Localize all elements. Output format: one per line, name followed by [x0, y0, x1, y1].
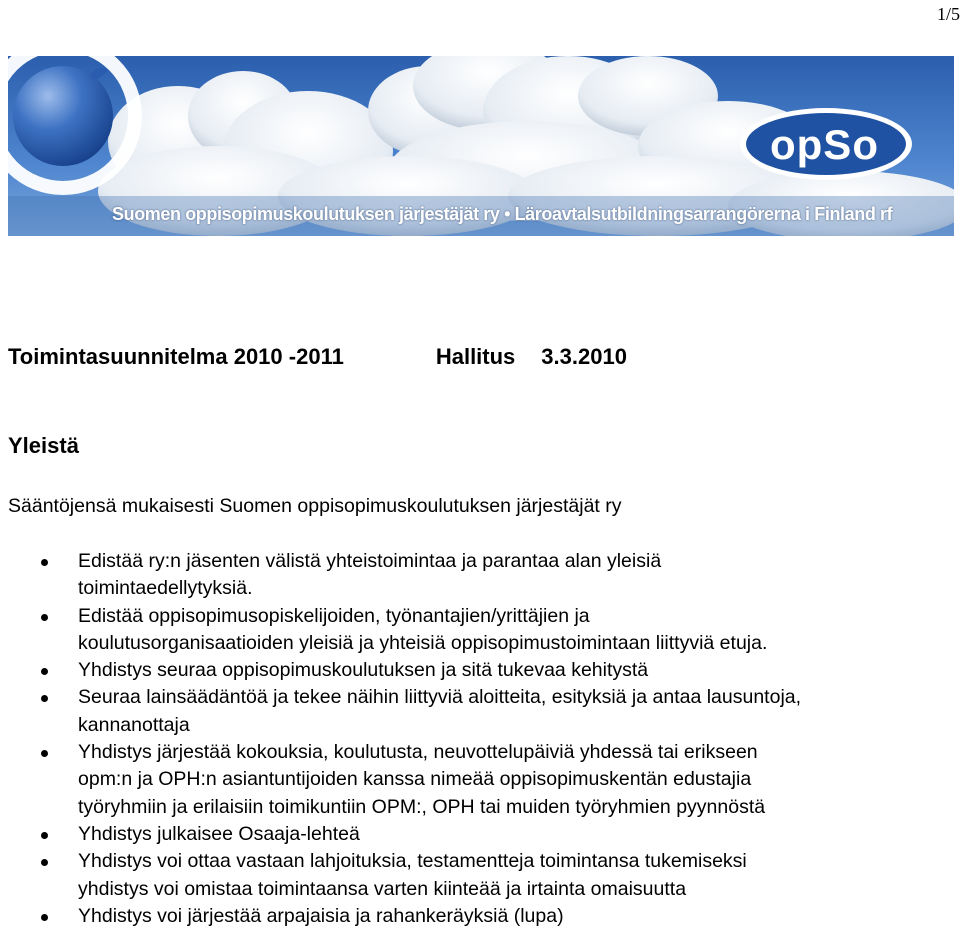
list-item	[0, 603, 960, 658]
board-label: Hallitus	[435, 344, 516, 369]
list-item-text: Yhdistys järjestää kokouksia, koulutusta, neuvottelupäiviä yhdessä tai erikseen	[78, 741, 758, 764]
list-item-text: toimintaedellytyksiä.	[78, 577, 253, 600]
list-item-text: koulutusorganisaatioiden yleisiä ja yhteisiä oppisopimustoimintaan liittyviä etuja.	[78, 631, 768, 654]
list-item	[0, 903, 960, 930]
list-item-text: Yhdistys seuraa oppisopimuskoulutuksen ja sitä tukevaa kehitystä	[78, 659, 649, 682]
list-item-text: Edistää oppisopimusopiskelijoiden, työnantajien/yrittäjien ja	[78, 604, 590, 627]
list-item-text: Yhdistys julkaisee Osaaja-lehteä	[78, 822, 360, 845]
list-item-text: Edistää ry:n jäsenten välistä yhteistoimintaa ja parantaa alan yleisiä	[78, 550, 662, 572]
banner-subtitle: Suomen oppisopimuskoulutuksen järjestäjät ry • Läroavtalsutbildningsarrangörerna i Finland rf	[112, 204, 893, 224]
bullet-icon	[41, 668, 48, 675]
document-date: 3.3.2010	[541, 344, 627, 369]
list-item-text: työryhmiin ja erilaisiin toimikuntiin OPM:, OPH tai muiden työryhmien pyynnöstä	[78, 795, 766, 818]
bullet-icon	[41, 750, 48, 757]
list-item	[0, 657, 960, 684]
bullet-icon	[41, 859, 48, 866]
list-item	[0, 739, 960, 821]
bullet-icon	[41, 695, 48, 702]
bullet-icon	[41, 832, 48, 839]
bullet-icon	[41, 614, 48, 621]
document-heading	[8, 343, 627, 371]
intro-text: Sääntöjensä mukaisesti Suomen oppisopimuskoulutuksen järjestäjät ry	[8, 495, 622, 517]
list-item-text: Yhdistys voi järjestää arpajaisia ja rahankeräyksiä (lupa)	[78, 904, 564, 927]
opso-logo: opSo	[770, 121, 879, 168]
list-item-text: yhdistys voi omistaa toimintaansa varten kiinteää ja irtainta omaisuutta	[78, 877, 687, 900]
section-title: Yleistä	[8, 433, 79, 458]
bullet-icon	[41, 559, 48, 566]
page-number: 1/5	[936, 4, 960, 24]
list-item-text: kannanottaja	[78, 713, 190, 736]
bullet-list	[0, 548, 960, 930]
list-item-text: Yhdistys voi ottaa vastaan lahjoituksia, testamentteja toimintansa tukemiseksi	[78, 850, 747, 873]
list-item	[0, 684, 960, 739]
list-item-text: opm:n ja OPH:n asiantuntijoiden kanssa nimeää oppisopimuskentän edustajia	[78, 768, 752, 791]
document-title: Toimintasuunnitelma 2010 -2011	[8, 344, 344, 369]
list-item-text: Seuraa lainsäädäntöä ja tekee näihin liittyviä aloitteita, esityksiä ja antaa lausuntoja,	[78, 686, 802, 709]
list-item	[0, 548, 960, 603]
bullet-icon	[41, 914, 48, 921]
list-item	[0, 848, 960, 903]
list-item	[0, 821, 960, 848]
